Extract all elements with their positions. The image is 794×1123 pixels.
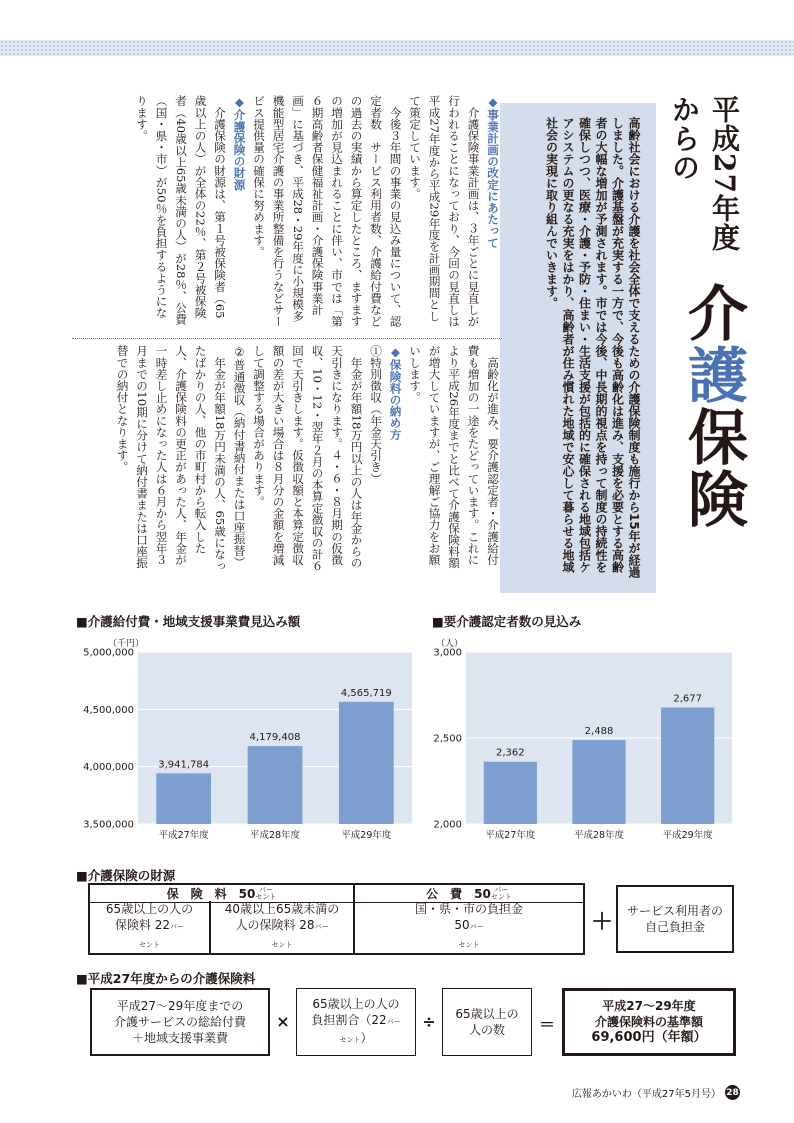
- category-label: 平成28年度: [249, 830, 301, 841]
- self-pay-line1: サービス利用者の: [626, 904, 723, 918]
- title-main: [680, 282, 746, 552]
- y-tick-label: 3,500,000: [83, 819, 134, 831]
- bar: [156, 773, 211, 824]
- y-tick-label: 3,000: [433, 647, 462, 659]
- header-band: [0, 40, 794, 56]
- finance-public: [353, 901, 585, 955]
- finance-public-line2: 50: [454, 918, 470, 932]
- paragraph-plan-1: 介護保険事業計画は、３年ごとに見直しが行われることになっており、今回の見直しは平成27年度から平成29年度を計画期間として策定しています。: [408, 95, 481, 327]
- finance-second-line2: 人の保険料 28: [235, 918, 315, 932]
- equals-sign: ＝: [538, 1015, 555, 1034]
- payment-normal-title: ②普通徴収（納付書納付または口座振替）: [232, 345, 247, 568]
- chart-care-costs: [72, 630, 412, 845]
- heading-finance: ◆介護保険の財源: [232, 95, 247, 191]
- title-char-3: 保険: [678, 406, 748, 530]
- category-label: 平成29年度: [662, 830, 713, 841]
- formula-result: [562, 988, 736, 1056]
- category-label: 平成29年度: [341, 830, 392, 841]
- section-divider: [72, 338, 502, 339]
- pct-mark: パー セント: [458, 923, 484, 949]
- data-label: 4,179,408: [249, 732, 301, 744]
- chart1-title: ■介護給付費・地域支援事業費見込み額: [76, 614, 301, 629]
- unit-label: （千円）: [108, 639, 145, 649]
- formula-ratio-line2: 負担割合（22: [311, 1013, 387, 1027]
- y-tick-label: 4,000,000: [83, 762, 134, 774]
- lead-box: 高齢社会における介護を社会全体で支えるための介護保険制度も施行から15年が経過しました。介護基盤が充実する一方で、今後も高齢化は進み、支援を必要とする高齢者の大幅な増加が予測されます。市では今後、中長期的視点を持って制度の持続性を確保しつつ、医療・介護・予防・住まい・生活支援が包括的に確保される地域包括ケアシステムの更なる充実をはかり、高齢者が住み慣れた地域で安心して暮らせる地域社会の実現に取り組んでいきます。: [500, 103, 656, 593]
- formula-result-line2: 介護保険料の基準額: [594, 1015, 703, 1029]
- finance-premium-label: 保 険 料 50: [166, 886, 256, 901]
- bar: [248, 746, 303, 824]
- finance-title: ■介護保険の財源: [76, 868, 176, 883]
- heading-plan-revision: ◆事業計画の改定にあたって: [486, 95, 500, 249]
- self-pay-line2: 自己負担金: [644, 920, 705, 934]
- category-label: 平成27年度: [485, 830, 536, 841]
- plus-sign: ＋: [591, 910, 614, 935]
- formula-ratio: [296, 988, 416, 1056]
- finance-self-pay: [616, 885, 734, 953]
- bar: [339, 702, 394, 824]
- page-number: 28: [725, 1085, 740, 1100]
- title-char-1: 介: [678, 282, 748, 344]
- pct-mark: パー セント: [271, 923, 329, 949]
- paragraph-finance: 介護保険の財源は、第１号被保険者（65歳以上の人）が全体の22％、第２号被保険者（40歳以上65歳未満の人）が28％、公費（国・県・市）が50％を負担するようになります。: [135, 95, 227, 325]
- data-label: 2,488: [584, 726, 614, 738]
- title-year: 平成27年度からの: [668, 95, 741, 252]
- finance-first-line1: 65歳以上の人の: [105, 902, 194, 916]
- upper-text-block: [74, 95, 502, 327]
- paragraph-plan-2: 今後３年間の事業の見込み量について、認定者数 サービス利用者数、介護給付費などの過去の実績から算定したところ、ますますの増加が見込まれることに伴い、市では「第６期高齢者保健福祉計画・介護保険事業計画」に基づき、平成28・29年度に小規模多機能型居宅介護の事業所整備を行うなどサービス提供量の確保に努めます。: [252, 95, 403, 327]
- formula-pop-line1: 65歳以上の: [455, 1007, 519, 1021]
- pct-mark: パー セント: [490, 885, 512, 901]
- chart2-title: ■要介護認定者数の見込み: [432, 614, 582, 629]
- formula-ratio-close: ）: [360, 1031, 373, 1045]
- formula-total-cost: [90, 988, 270, 1056]
- footer-text: 広報あかいわ（平成27年5月号）: [571, 1089, 721, 1100]
- data-label: 4,565,719: [340, 687, 392, 699]
- chart-certified-count: [420, 630, 732, 845]
- pct-mark: パー セント: [339, 1018, 401, 1044]
- times-sign: ×: [276, 1012, 290, 1031]
- finance-first-line2: 保険料 22: [114, 918, 171, 932]
- payment-special-title: ①特別徴収（年金天引き）: [369, 345, 383, 485]
- finance-first-insured: [88, 901, 211, 955]
- finance-public-label: 公 費 50: [426, 886, 491, 901]
- data-label: 2,362: [496, 747, 525, 759]
- formula-population: [442, 988, 532, 1056]
- y-tick-label: 2,000: [433, 819, 462, 831]
- data-label: 2,677: [673, 693, 702, 705]
- y-tick-label: 5,000,000: [83, 647, 134, 659]
- y-tick-label: 2,500: [433, 733, 462, 745]
- category-label: 平成27年度: [158, 830, 209, 841]
- lower-text-block: [74, 345, 502, 575]
- formula-total-line1: 平成27〜29年度までの: [116, 999, 244, 1013]
- page-footer: [572, 1085, 740, 1100]
- formula-ratio-line1: 65歳以上の人の: [312, 997, 400, 1011]
- finance-second-insured: [209, 901, 355, 955]
- heading-payment: ◆保険料の納め方: [388, 345, 403, 441]
- pct-mark: パー セント: [139, 923, 185, 949]
- payment-normal-text: 年金が年額18万円未満の人、65歳になったばかりの人、他の市町村から転入した人、介護保険料の更正があった人、年金が一時差し止めになった人は６月から翌年３月までの10期に分けて納付書または口座振替での納付となります。: [115, 345, 227, 572]
- finance-second-line1: 40歳以上65歳未満の: [224, 902, 340, 916]
- bar: [572, 740, 625, 824]
- unit-label: （人）: [436, 639, 464, 649]
- bar: [661, 708, 714, 824]
- data-label: 3,941,784: [158, 759, 210, 771]
- formula-title: ■平成27年度からの介護保険料: [76, 971, 256, 986]
- finance-public-header: [353, 883, 585, 903]
- category-label: 平成28年度: [573, 830, 625, 841]
- formula-total-line2: 介護サービスの総給付費: [113, 1015, 246, 1029]
- formula-result-line1: 平成27〜29年度: [602, 999, 696, 1013]
- pct-mark: パー セント: [255, 885, 277, 901]
- payment-special-text: 年金が年額18万円以上の人は年金からの天引きになります。４・６・８月期の仮徴収、10・12・翌年２月の本算定徴収の計６回で天引きします。仮徴収額と本算定徴収額の差が大きい場合は８月分の金額を増減して調整する場合があります。: [252, 345, 364, 572]
- finance-premium-header: [88, 883, 355, 903]
- title-char-2: 護: [678, 344, 748, 406]
- y-tick-label: 4,500,000: [83, 704, 134, 716]
- divide-sign: ÷: [422, 1012, 436, 1031]
- formula-total-line3: ＋地域支援事業費: [131, 1031, 228, 1045]
- finance-public-line1: 国・県・市の負担金: [414, 902, 523, 916]
- formula-pop-line2: 人の数: [468, 1023, 505, 1037]
- paragraph-intro: 高齢化が進み、要介護認定者・介護給付費も増加の一途をたどっています。これにより平成26年度までと比べて介護保険料額が増大していますが、ご理解ご協力をお願いします。: [408, 345, 500, 569]
- bar: [484, 762, 537, 824]
- formula-result-amount: 69,600円（年額）: [591, 1030, 707, 1045]
